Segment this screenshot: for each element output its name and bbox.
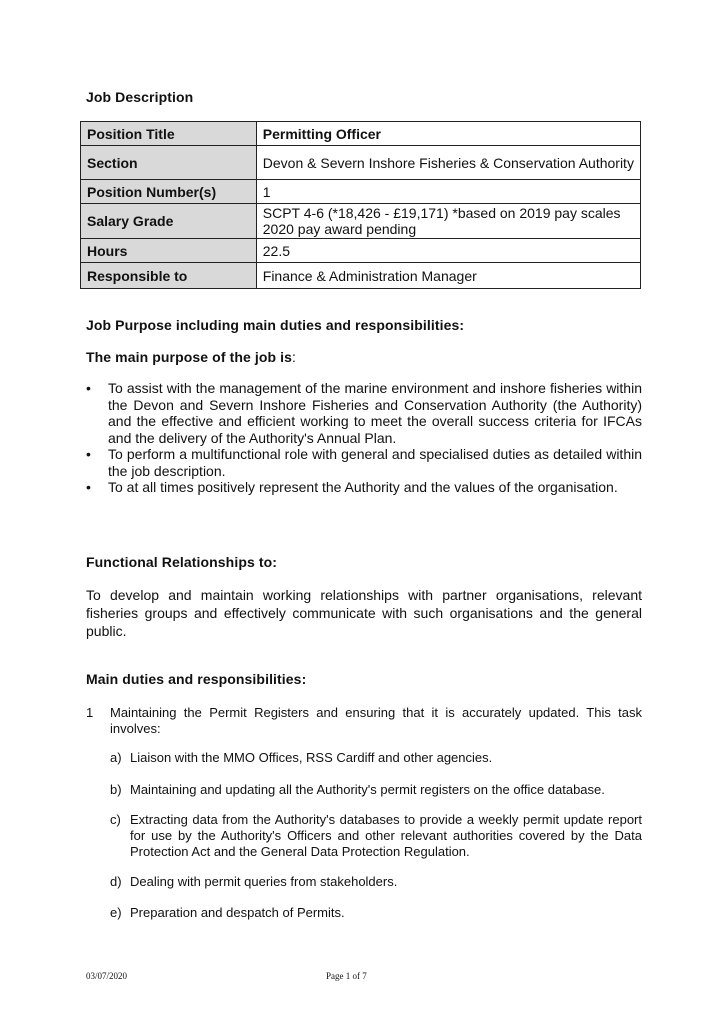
subitem-letter: d) <box>110 874 122 889</box>
bullet-text: To at all times positively represent the Authority and the values of the organisation. <box>108 479 618 495</box>
table-row <box>81 146 641 180</box>
row-value: 1 <box>256 180 640 204</box>
duty-subitem-a <box>110 750 642 766</box>
subitem-letter: e) <box>110 905 122 920</box>
subitem-letter: c) <box>110 812 121 827</box>
bullet-icon: • <box>86 380 91 396</box>
subitem-text: Preparation and despatch of Permits. <box>130 905 345 920</box>
subitem-text: Extracting data from the Authority's databases to provide a weekly permit update report for use by the Authority's Officers and other relevant authorities covered by the Data Protection Act and the General Data Protection Regulation. <box>130 812 642 859</box>
main-purpose-heading-text: The main purpose of the job is <box>86 349 293 365</box>
row-label: Hours <box>81 239 257 263</box>
table-row <box>81 239 641 263</box>
main-duties-heading: Main duties and responsibilities: <box>86 671 307 687</box>
row-value: Devon & Severn Inshore Fisheries & Conservation Authority <box>256 146 640 180</box>
table-row <box>81 204 641 239</box>
duty-subitem-b <box>110 782 642 798</box>
table-row <box>81 263 641 289</box>
list-item <box>86 380 642 446</box>
job-info-table <box>80 121 641 289</box>
table-row <box>81 180 641 204</box>
row-value: Finance & Administration Manager <box>256 263 640 289</box>
row-label: Section <box>81 146 257 180</box>
table-row <box>81 122 641 146</box>
duty-item-1 <box>86 705 642 737</box>
row-value: 22.5 <box>256 239 640 263</box>
footer-page-number: Page 1 of 7 <box>326 971 367 981</box>
subitem-letter: a) <box>110 750 122 765</box>
duty-subitem-c <box>110 812 642 860</box>
list-item <box>86 479 642 496</box>
duty-subitem-d <box>110 874 642 890</box>
row-label: Position Number(s) <box>81 180 257 204</box>
main-purpose-colon: : <box>292 349 297 365</box>
duty-number: 1 <box>86 705 94 720</box>
functional-relationships-text: To develop and maintain working relationships with partner organisations, relevant fisheries groups and effectively communicate with such organisations and the general public. <box>86 587 642 639</box>
functional-relationships-heading: Functional Relationships to: <box>86 554 278 570</box>
job-purpose-heading: Job Purpose including main duties and responsibilities: <box>86 317 465 333</box>
row-label: Position Title <box>81 122 257 146</box>
subitem-letter: b) <box>110 782 122 797</box>
main-purpose-heading <box>86 349 296 365</box>
row-value: Permitting Officer <box>256 122 640 146</box>
footer-date: 03/07/2020 <box>86 971 128 981</box>
bullet-text: To assist with the management of the marine environment and inshore fisheries within the Devon and Severn Inshore Fisheries and Conservation Authority (the Authority) and the effective and efficient working to meet the overall success criteria for IFCAs and the delivery of the Authority's Annual Plan. <box>108 380 642 446</box>
subitem-text: Dealing with permit queries from stakeholders. <box>130 874 398 889</box>
row-label: Salary Grade <box>81 204 257 239</box>
list-item <box>86 446 642 479</box>
duty-text: Maintaining the Permit Registers and ensuring that it is accurately updated. This task involves: <box>110 705 642 736</box>
duty-subitem-e <box>110 905 642 921</box>
bullet-icon: • <box>86 446 91 462</box>
purpose-bullet-list <box>86 380 642 496</box>
row-value: SCPT 4-6 (*18,426 - £19,171) *based on 2019 pay scales 2020 pay award pending <box>256 204 640 239</box>
bullet-text: To perform a multifunctional role with general and specialised duties as detailed within the job description. <box>108 446 642 479</box>
subitem-text: Liaison with the MMO Offices, RSS Cardiff and other agencies. <box>130 750 493 765</box>
bullet-icon: • <box>86 479 91 495</box>
subitem-text: Maintaining and updating all the Authority's permit registers on the office database. <box>130 782 605 797</box>
document-title: Job Description <box>86 89 194 105</box>
row-label: Responsible to <box>81 263 257 289</box>
